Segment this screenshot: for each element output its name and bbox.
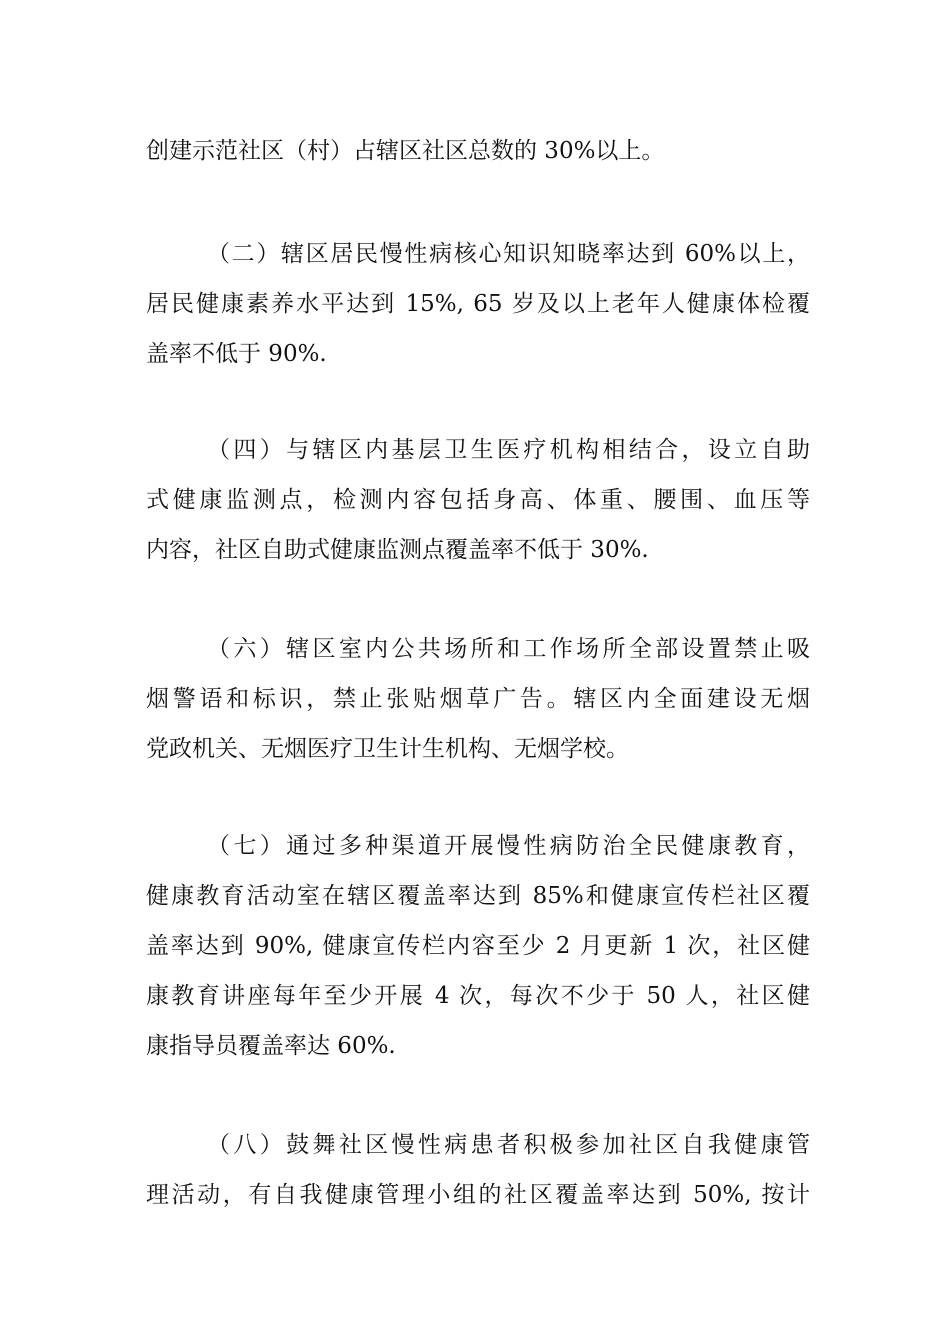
paragraph-4-line-1: （四）与辖区内基层卫生医疗机构相结合，设立自助: [207, 437, 810, 463]
paragraph-6-line-1: （六）辖区室内公共场所和工作场所全部设置禁止吸: [207, 636, 810, 662]
paragraph-6-line-3: 党政机关、无烟医疗卫生计生机构、无烟学校。: [146, 736, 629, 762]
paragraph-2-line-1: （二）辖区居民慢性病核心知识知晓率达到 60%以上，: [207, 241, 810, 267]
paragraph-7-line-5: 康指导员覆盖率达 60%.: [146, 1033, 396, 1059]
paragraph-2-line-2: 居民健康素养水平达到 15%, 65 岁及以上老年人健康体检覆: [146, 291, 810, 317]
paragraph-6-line-2: 烟警语和标识，禁止张贴烟草广告。辖区内全面建设无烟: [146, 686, 810, 712]
paragraph-7-line-3: 盖率达到 90%, 健康宣传栏内容至少 2 月更新 1 次，社区健: [146, 933, 810, 959]
paragraph-7-line-2: 健康教育活动室在辖区覆盖率达到 85%和健康宣传栏社区覆: [146, 883, 810, 909]
paragraph-8-line-2: 理活动，有自我健康管理小组的社区覆盖率达到 50%, 按计: [146, 1182, 810, 1208]
paragraph-7-line-1: （七）通过多种渠道开展慢性病防治全民健康教育，: [207, 833, 810, 859]
paragraph-continuation-line-1: 创建示范社区（村）占辖区社区总数的 30%以上。: [146, 138, 665, 164]
paragraph-8-line-1: （八）鼓舞社区慢性病患者积极参加社区自我健康管: [207, 1132, 810, 1158]
paragraph-4-line-2: 式健康监测点，检测内容包括身高、体重、腰围、血压等: [146, 487, 810, 513]
paragraph-4-line-3: 内容，社区自助式健康监测点覆盖率不低于 30%.: [146, 537, 649, 563]
paragraph-2-line-3: 盖率不低于 90%.: [146, 341, 327, 367]
paragraph-7-line-4: 康教育讲座每年至少开展 4 次，每次不少于 50 人，社区健: [146, 983, 810, 1009]
